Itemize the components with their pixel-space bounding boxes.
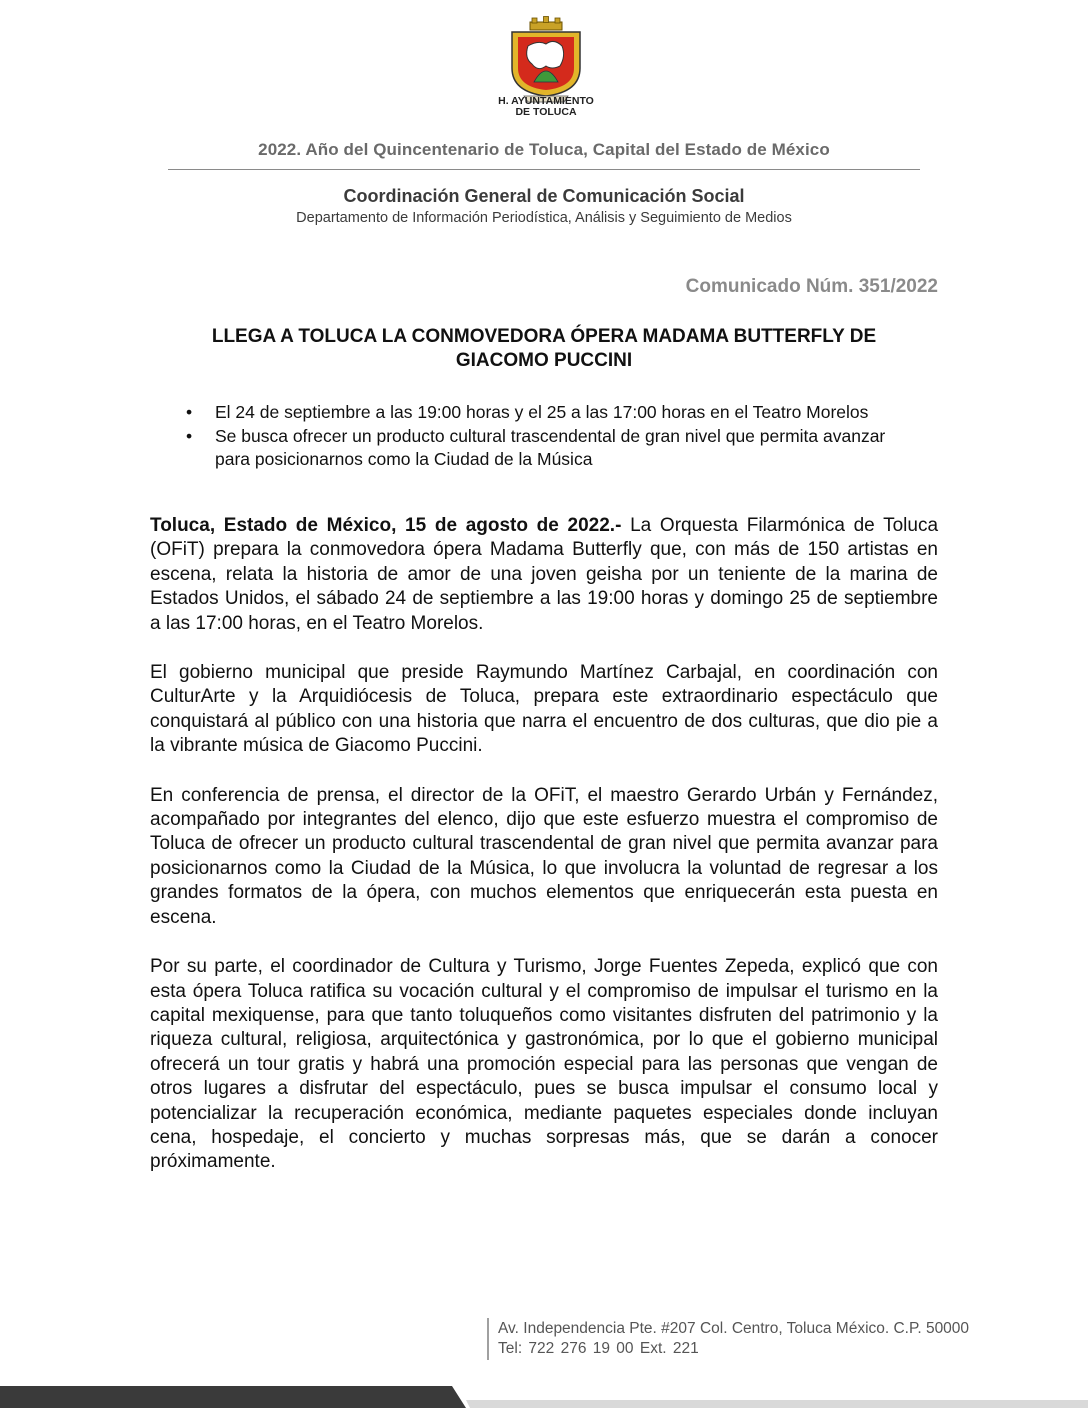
bullet-text: El 24 de septiembre a las 19:00 horas y el 25 a las 17:00 horas en el Teatro Morelos [215, 402, 869, 422]
coordination-title: Coordinación General de Comunicación Social [343, 186, 745, 206]
bullet-text: Se busca ofrecer un producto cultural trascendental de gran nivel que permita avanzar para posicionarnos como la Ciudad de la Música [215, 426, 886, 469]
bullet-item [186, 401, 906, 424]
department-subtitle: Departamento de Información Periodística, Análisis y Seguimiento de Medios [296, 210, 792, 226]
bullet-item [186, 425, 906, 471]
press-release-number: Comunicado Núm. 351/2022 [685, 276, 938, 297]
body-paragraph: Por su parte, el coordinador de Cultura y Turismo, Jorge Fuentes Zepeda, explicó que con esta ópera Toluca ratifica su vocación cultural y el compromiso de impulsar el turismo en la capital mexiquense, para que tanto toluqueños como visitantes disfruten del patrimonio y la riqueza cultural, religiosa, arquitectónica y gastronómica, por lo que el gobierno municipal ofrecerá un tour gratis y habrá una promoción especial para las personas que vengan de otros lugares a disfrutar del espectáculo, pues se busca impulsar el consumo local y potencializar la recuperación económica, mediante paquetes especiales donde incluyan cena, hospedaje, el concierto y muchas sorpresas más, que se darán a conocer próximamente. [150, 956, 938, 1173]
logo-caption-line1: H. AYUNTAMIENTO [498, 95, 594, 107]
header-divider [168, 169, 920, 170]
logo-caption-line2: DE TOLUCA [515, 106, 577, 118]
footer-phone: Tel: 722 276 19 00 Ext. 221 [498, 1340, 699, 1357]
headline-line-1: LLEGA A TOLUCA LA CONMOVEDORA ÓPERA MADAMA BUTTERFLY DE [211, 326, 877, 347]
headline [150, 325, 938, 373]
bullet-icon: • [186, 402, 193, 422]
footer-band [0, 1386, 1088, 1408]
body-paragraph: El gobierno municipal que preside Raymundo Martínez Carbajal, en coordinación con CulturArte y la Arquidiócesis de Toluca, prepara este extraordinario espectáculo que conquistará al público con una historia que narra el encuentro de dos culturas, que dio pie a la vibrante música de Giacomo Puccini. [150, 662, 938, 757]
paragraph-text: La Orquesta Filarmónica de Toluca (OFiT) prepara la conmovedora ópera Madama Butterfly que, con más de 150 artistas en escena, relata la historia de amor de una joven geisha por un teniente de la marina de Estados Unidos, el sábado 24 de septiembre a las 19:00 horas y domingo 25 de septiembre a las 17:00 horas, en el Teatro Morelos. [150, 515, 939, 634]
logo-caption [476, 96, 616, 118]
summary-bullets [186, 401, 906, 472]
footer-divider [487, 1318, 489, 1360]
footer-address: Av. Independencia Pte. #207 Col. Centro, Toluca México. C.P. 50000 [498, 1320, 970, 1337]
dateline: Toluca, Estado de México, 15 de agosto de 2022.- [150, 515, 622, 536]
headline-line-2: GIACOMO PUCCINI [455, 350, 633, 371]
article-body [150, 514, 938, 1200]
crown-icon [530, 17, 562, 31]
body-paragraph [150, 514, 938, 636]
bullet-icon: • [186, 426, 193, 446]
year-motto: 2022. Año del Quincentenario de Toluca, Capital del Estado de México [258, 140, 830, 159]
body-paragraph: En conferencia de prensa, el director de la OFiT, el maestro Gerardo Urbán y Fernández, acompañado por integrantes del elenco, dijo que este esfuerzo muestra el compromiso de Toluca de ofrecer un producto cultural trascendental de gran nivel que permita avanzar para posicionarnos como la Ciudad de la Música, lo que involucra la voluntad de regresar a los grandes formatos de la ópera, con muchos elementos que enriquecerán esta puesta en escena. [150, 784, 938, 928]
